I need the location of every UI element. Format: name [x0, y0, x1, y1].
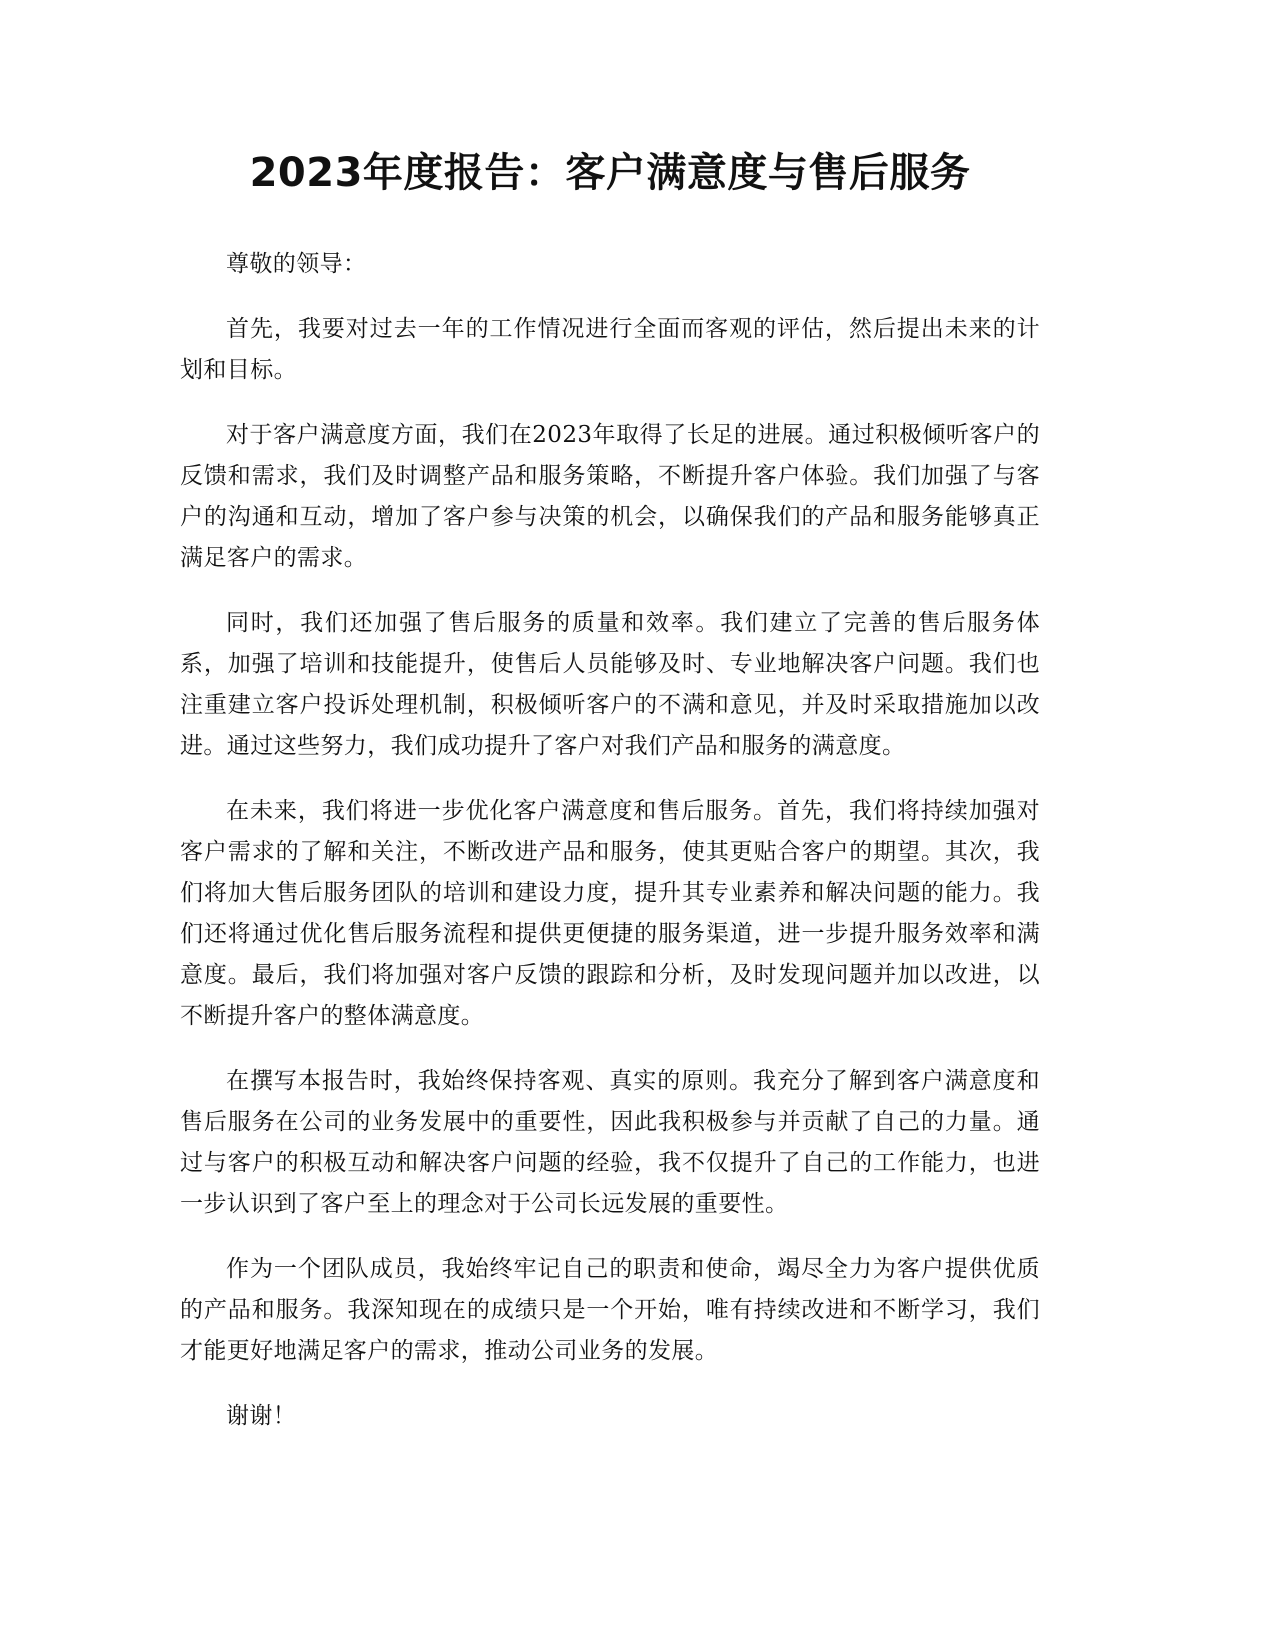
- body-paragraph: 作为一个团队成员，我始终牢记自己的职责和使命，竭尽全力为客户提供优质的产品和服务。我深知现在的成绩只是一个开始，唯有持续改进和不断学习，我们才能更好地满足客户的需求，推动公司业务的发展。: [180, 1256, 1040, 1364]
- body-paragraph: 在未来，我们将进一步优化客户满意度和售后服务。首先，我们将持续加强对客户需求的了解和关注，不断改进产品和服务，使其更贴合客户的期望。其次，我们将加大售后服务团队的培训和建设力度，提升其专业素养和解决问题的能力。我们还将通过优化售后服务流程和提供更便捷的服务渠道，进一步提升服务效率和满意度。最后，我们将加强对客户反馈的跟踪和分析，及时发现问题并加以改进，以不断提升客户的整体满意度。: [180, 798, 1040, 1029]
- document-page: [180, 140, 1040, 1461]
- salutation: 尊敬的领导：: [226, 251, 367, 277]
- document-title: 2023年度报告：客户满意度与售后服务: [249, 150, 971, 196]
- body-paragraph: 在撰写本报告时，我始终保持客观、真实的原则。我充分了解到客户满意度和售后服务在公司的业务发展中的重要性，因此我积极参与并贡献了自己的力量。通过与客户的积极互动和解决客户问题的经验，我不仅提升了自己的工作能力，也进一步认识到了客户至上的理念对于公司长远发展的重要性。: [180, 1068, 1040, 1217]
- body-paragraph: 对于客户满意度方面，我们在2023年取得了长足的进展。通过积极倾听客户的反馈和需求，我们及时调整产品和服务策略，不断提升客户体验。我们加强了与客户的沟通和互动，增加了客户参与决策的机会，以确保我们的产品和服务能够真正满足客户的需求。: [180, 422, 1040, 571]
- closing: 谢谢！: [226, 1403, 297, 1429]
- body-paragraph: 同时，我们还加强了售后服务的质量和效率。我们建立了完善的售后服务体系，加强了培训和技能提升，使售后人员能够及时、专业地解决客户问题。我们也注重建立客户投诉处理机制，积极倾听客户的不满和意见，并及时采取措施加以改进。通过这些努力，我们成功提升了客户对我们产品和服务的满意度。: [180, 610, 1040, 759]
- body-paragraph: 首先，我要对过去一年的工作情况进行全面而客观的评估，然后提出未来的计划和目标。: [180, 316, 1040, 383]
